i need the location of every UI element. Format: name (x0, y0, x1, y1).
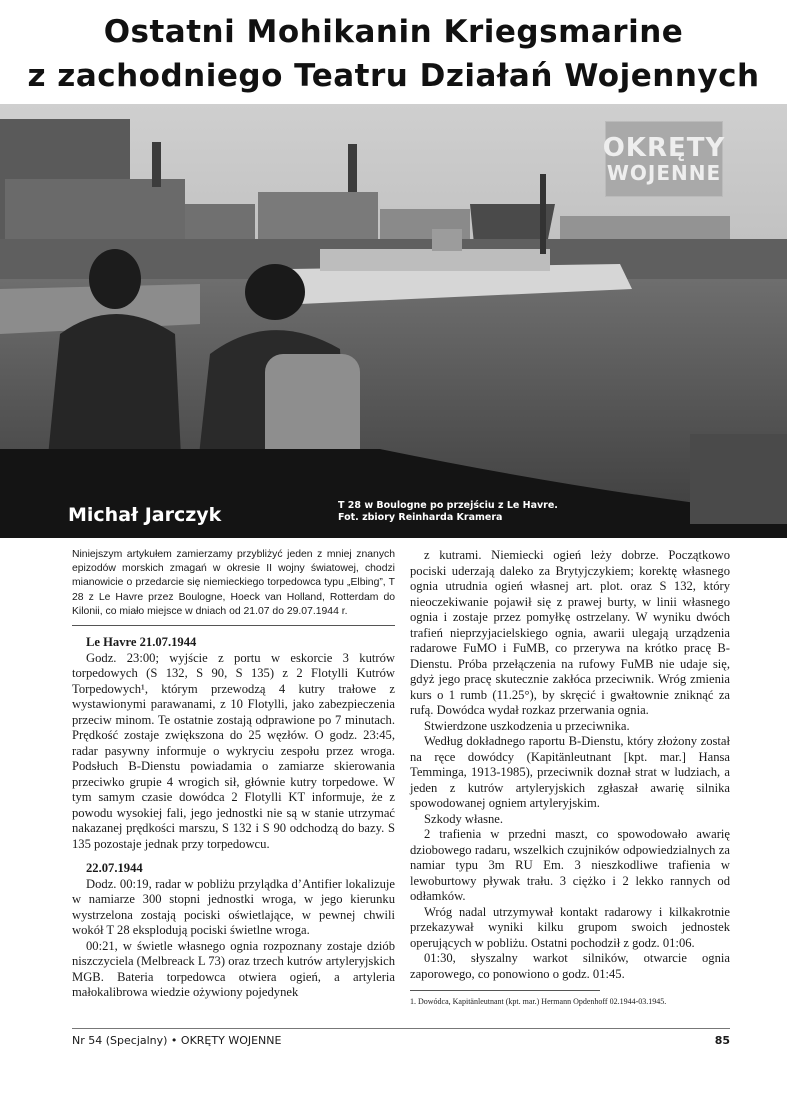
logo-line-2: WOJENNE (606, 161, 722, 185)
article-column-right (410, 548, 730, 1007)
paragraph: 2 trafienia w przedni maszt, co spowodowało awarię dziobowego radaru, wszelkich czujników odpowiedzialnych za namiar typu 3m RU Em. 3 nieszkodliwe trafienia w lewoburtowy pływak trału. 3 ciężko i 2 lekko rannych od odłamków. (410, 827, 730, 903)
logo-line-1: OKRĘTY (602, 133, 726, 163)
right-paragraphs (410, 548, 730, 982)
paragraph: Dodz. 00:19, radar w pobliżu przylądka d’Antifier lokalizuje w namiarze 300 stopni jednostki wroga, w jego kierunku wystrzelona zostają pociski oświetlające, w pewnej chwili wokół T 28 eksplodują pociski świetlne wroga. (72, 876, 395, 938)
paragraph: z kutrami. Niemiecki ogień leży dobrze. Początkowo pociski uderzają daleko za Brytyjczykiem; korektę własnego ognia utrudnia ogień własnej art. plot. oraz S 132, który nieoczekiwanie pojawił się z prawej burty, w linii własnego ognia i zostaje przez pomyłkę ostrzelany. W wyniku dwóch trafień nieprzyjacielskiego ognia, awarii ulegają urządzenia radarowe FuMO i FuMB, co przerywa na krótko pracę B-Dienstu. Próba przełączenia na rufowy FuMB nie udaje się, gdyż jego pracę skutecznie zakłóca przeciwnik. Wróg zmienia kurs o 1 rumb (11.25°), by skręcić i gwałtownie zniknąć za rufą. Dowódca wydał rozkaz przerwania ognia. (410, 548, 730, 717)
paragraph: Stwierdzone uszkodzenia u przeciwnika. (424, 718, 630, 733)
paragraph: Szkody własne. (424, 811, 504, 826)
page-number: 85 (714, 1034, 730, 1047)
paragraph: 01:30, słyszalny warkot silników, otwarcie ognia zaporowego, co ponowiono o godz. 01:45. (410, 951, 730, 981)
section-heading: Le Havre 21.07.1944 (86, 635, 197, 650)
caption-line-1: T 28 w Boulogne po przejściu z Le Havre. (338, 500, 558, 511)
magazine-logo (602, 121, 726, 197)
paragraph: Według dokładnego raportu B-Dienstu, który złożony został na ręce dowódcy (Kapitänleutnant [kpt. mar.] Hansa Temminga, 1913-1985), przeciwnik doznał strat w ludziach, a jeden z kutrów artyleryjskich zgłaszał awarię silnika spowodowanej ogniem artyleryjskim. (410, 734, 730, 810)
paragraph: Godz. 23:00; wyjście z portu w eskorcie 3 kutrów torpedowych (S 132, S 90, S 135) z 2 Flotylli Kutrów Torpedowych¹, którym przewodzą 4 kutry trałowe z wystawionymi parawanami, z 10 Flotylli, jako zabezpieczenia przeciw minom. Te ostatnie zostają odprawione po 7 minutach. Prędkość zostaje zwiększona do 25 węzłów. O godz. 23:45, radar pasywny informuje o wykryciu zespołu przez wroga. Podsłuch B-Dienstu powiadamia o zamiarze skierowania przeciwko grupie 4 wrogich sił, głównie kutry torpedowe. W tym samym czasie dowódca 2 Flotylli KT informuje, że z powodu wysokiej fali, jego jednostki nie są w stanie utrzymać nakazanej prędkości marszu, S 132 i S 90 odchodzą do bazy. S 135 pozostaje jednak przy torpedowcu. (72, 650, 395, 851)
paragraph: 00:21, w świetle własnego ognia rozpoznany zostaje dziób niszczyciela (Melbreack L 73) oraz trzech kutrów artyleryjskich MGB. Bateria torpedowca otwiera ogień, a artyleria małokalibrowa wiedzie ożywiony pojedynek (72, 938, 395, 1000)
section-heading: 22.07.1944 (86, 861, 143, 876)
photo-caption (338, 500, 588, 524)
caption-line-2: Fot. zbiory Reinharda Kramera (338, 512, 503, 523)
article-column-left (72, 548, 395, 1001)
left-paragraphs (72, 635, 395, 1001)
page-footer (72, 1028, 730, 1047)
footnote: 1. Dowódca, Kapitänleutnant (kpt. mar.) Hermann Opdenhoff 02.1944-03.1945. (410, 997, 667, 1006)
article-intro: Niniejszym artykułem zamierzamy przybliżyć jeden z mniej znanych epizodów morskich zmagań w okresie II wojny światowej, chodzi mianowicie o przedarcie się niemieckiego torpedowca typu „Elbing”, T 28 z Le Havre przez Boulogne, Hoeck van Holland, Rotterdam do Kilonii, co miało miejsce w dniach od 21.07 do 29.07.1944 r. (72, 548, 395, 626)
author-name: Michał Jarczyk (68, 504, 222, 526)
footer-issue: Nr 54 (Specjalny) • OKRĘTY WOJENNE (72, 1034, 282, 1047)
title-line-2: z zachodniego Teatru Działań Wojennych (27, 58, 760, 94)
title-line-1: Ostatni Mohikanin Kriegsmarine (103, 14, 684, 50)
paragraph: Wróg nadal utrzymywał kontakt radarowy i kilkakrotnie przekazywał wyniki kilku grupom swoich jednostek operujących w pobliżu. Ostatni pochodził z godz. 01:06. (410, 904, 730, 950)
